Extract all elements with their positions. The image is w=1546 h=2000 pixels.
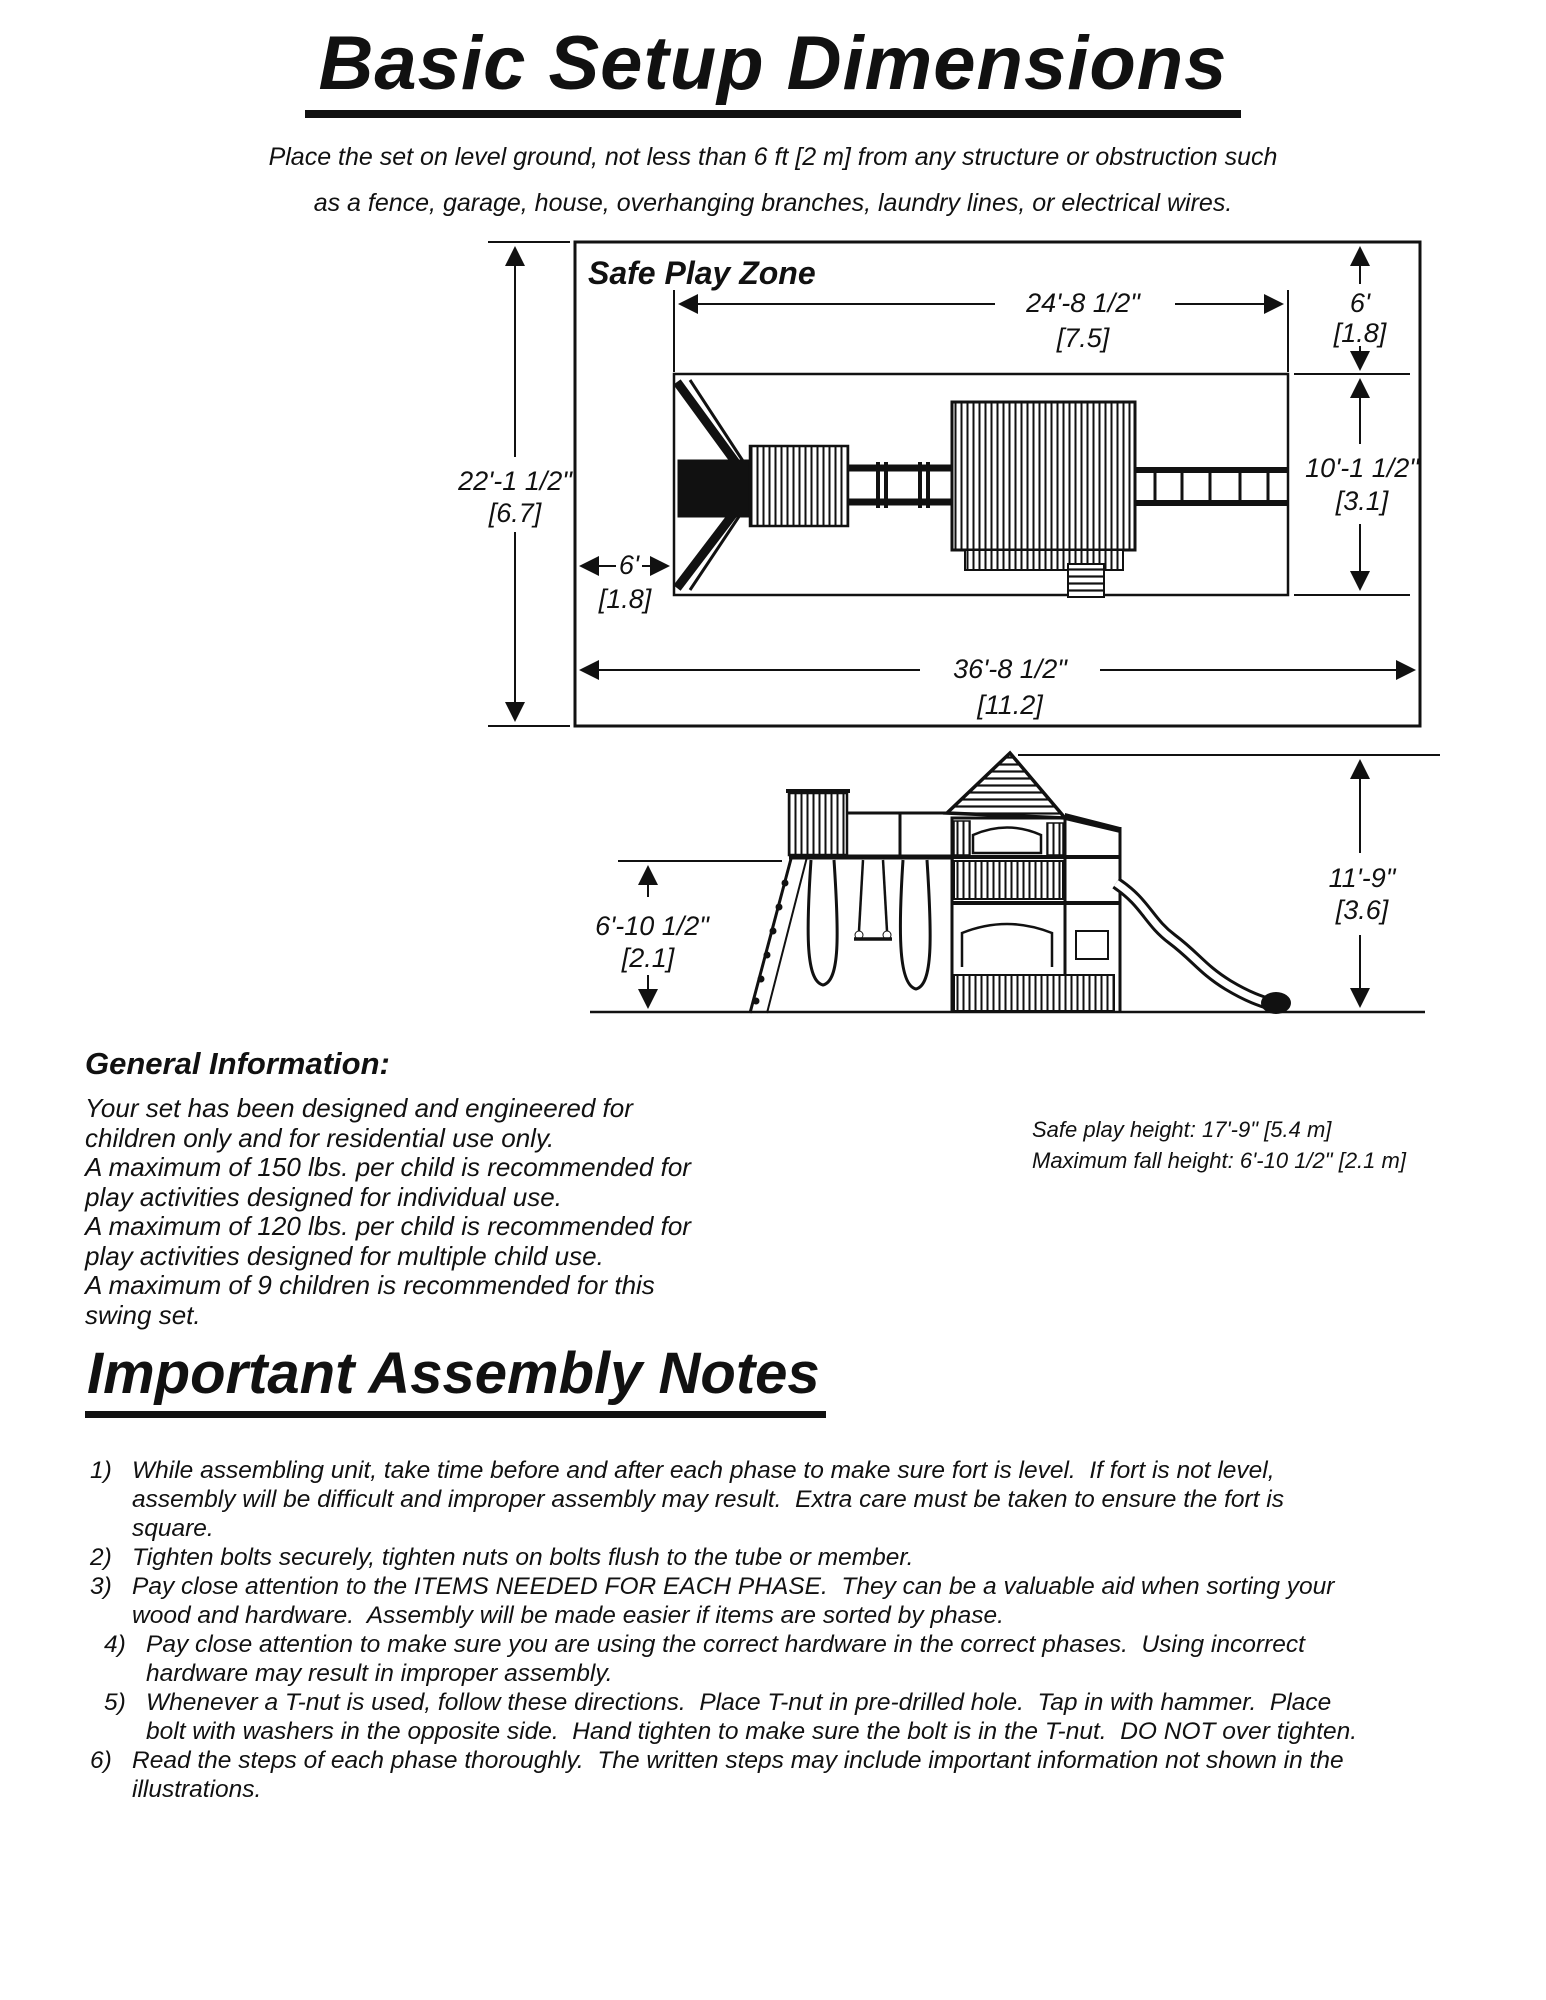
- slide: [1116, 883, 1291, 1014]
- note-text: Tighten bolts securely, tighten nuts on bolts flush to the tube or member.: [132, 1544, 914, 1571]
- note-text: Whenever a T-nut is used, follow these directions. Place T-nut in pre-drilled hole. Tap in with hammer. Place bolt with washers in the opposite side. Hand tighten to make sure the bolt is in the T-nut. DO NOT over tighten.: [146, 1689, 1358, 1745]
- note-text: Pay close attention to the ITEMS NEEDED FOR EACH PHASE. They can be a valuable aid when sorting your wood and hardware. Assembly will be made easier if items are sorted by phase.: [132, 1573, 1342, 1629]
- dim-set-length: [674, 288, 1288, 372]
- assembly-heading: Important Assembly Notes: [85, 1344, 826, 1418]
- assembly-heading-block: [85, 1341, 826, 1418]
- dim-zone-length: [581, 654, 1414, 720]
- fort-tower: [947, 753, 1120, 1012]
- title-block: [0, 21, 1546, 118]
- crows-nest: [789, 793, 847, 855]
- dim-zone-depth-label: 22'-1 1/2": [458, 466, 572, 496]
- general-info-line: children only and for residential use only.: [85, 1122, 555, 1153]
- assembly-notes-list: [90, 1456, 1360, 1804]
- side-view-diagram: [560, 735, 1480, 1035]
- general-info-line: A maximum of 150 lbs. per child is recommended for: [85, 1152, 691, 1182]
- general-info-paragraph: [85, 1094, 725, 1330]
- dim-overall-height-metric: [3.6]: [1335, 895, 1389, 925]
- assembly-note: [90, 1572, 1360, 1630]
- dim-set-length-metric: [7.5]: [1056, 323, 1110, 353]
- plan-view-diagram: [420, 232, 1460, 742]
- assembly-note: [90, 1630, 1360, 1688]
- playset-side-drawing: [750, 753, 1291, 1014]
- dim-side-clearance-metric: [1.8]: [598, 584, 652, 614]
- note-number: 4): [104, 1631, 126, 1658]
- note-text: Read the steps of each phase thoroughly. The written steps may include important information not shown in the illustrations.: [132, 1747, 1351, 1803]
- general-info-heading: General Information:: [85, 1046, 390, 1081]
- note-text: While assembling unit, take time before and after each phase to make sure fort is level. If fort is not level, assembly will be difficult and improper assembly may result. Extra care must be taken to ensure the fort is square.: [132, 1457, 1291, 1542]
- page-title: Basic Setup Dimensions: [305, 26, 1242, 118]
- assembly-note: [90, 1688, 1360, 1746]
- dim-zone-depth-metric: [6.7]: [488, 498, 542, 528]
- general-info-line: A maximum of 120 lbs. per child is recommended for: [85, 1211, 691, 1241]
- stairs-plan: [1068, 564, 1104, 597]
- intro-paragraph: [0, 134, 1546, 226]
- dim-side-clearance-label: 6': [618, 550, 640, 580]
- dim-overall-height-label: 11'-9": [1328, 863, 1396, 893]
- zone-label: Safe Play Zone: [588, 255, 816, 291]
- swing-2: [900, 860, 930, 989]
- dim-zone-length-metric: [11.2]: [977, 690, 1043, 720]
- assembly-note: [90, 1543, 1360, 1572]
- dim-deck-height-metric: [2.1]: [621, 943, 675, 973]
- note-number: 6): [90, 1747, 112, 1774]
- note-number: 3): [90, 1573, 112, 1600]
- height-notes: [1032, 1114, 1406, 1176]
- dim-zone-depth: [457, 242, 573, 726]
- dim-set-length-label: 24'-8 1/2": [1026, 288, 1140, 318]
- note-text: Pay close attention to make sure you are using the correct hardware in the correct phases. Using incorrect hardware may result in improper assembly.: [146, 1631, 1312, 1687]
- general-info-line: A maximum of 9 children is recommended for this: [85, 1270, 655, 1300]
- dim-deck-height-label: 6'-10 1/2": [595, 911, 709, 941]
- dim-set-depth-label: 10'-1 1/2": [1305, 453, 1419, 483]
- intro-line-1: Place the set on level ground, not less than 6 ft [2 m] from any structure or obstruction such: [268, 143, 1278, 171]
- swing-1: [808, 860, 837, 985]
- dim-end-clearance-metric: [1.8]: [1333, 318, 1387, 348]
- safe-play-height: Safe play height: 17'-9" [5.4 m]: [1032, 1117, 1332, 1142]
- general-info-line: play activities designed for individual use.: [85, 1181, 562, 1212]
- dim-set-depth-metric: [3.1]: [1335, 486, 1389, 516]
- dim-zone-length-label: 36'-8 1/2": [953, 654, 1067, 684]
- dim-deck-height: [595, 861, 782, 1007]
- dim-end-clearance-label: 6': [1349, 288, 1371, 318]
- dim-end-clearance: [1333, 248, 1388, 369]
- slide-plan: [750, 446, 848, 526]
- assembly-note: [90, 1746, 1360, 1804]
- intro-line-2: as a fence, garage, house, overhanging branches, laundry lines, or electrical wires.: [313, 189, 1233, 217]
- fort-roof-plan: [952, 402, 1135, 550]
- note-number: 5): [104, 1689, 126, 1716]
- dim-side-clearance: [581, 550, 668, 614]
- note-number: 1): [90, 1457, 112, 1484]
- a-frame-base: [678, 460, 750, 517]
- max-fall-height: Maximum fall height: 6'-10 1/2" [2.1 m]: [1032, 1148, 1406, 1173]
- general-info-line: swing set.: [85, 1299, 201, 1330]
- general-info-line: Your set has been designed and engineered for: [85, 1093, 633, 1123]
- dim-overall-height: [1018, 755, 1440, 1006]
- playset-plan-drawing: [674, 374, 1288, 597]
- note-number: 2): [90, 1544, 112, 1571]
- assembly-note: [90, 1456, 1360, 1543]
- general-info-line: play activities designed for multiple child use.: [85, 1240, 604, 1271]
- dim-set-depth: [1294, 374, 1420, 595]
- trapeze: [854, 860, 892, 939]
